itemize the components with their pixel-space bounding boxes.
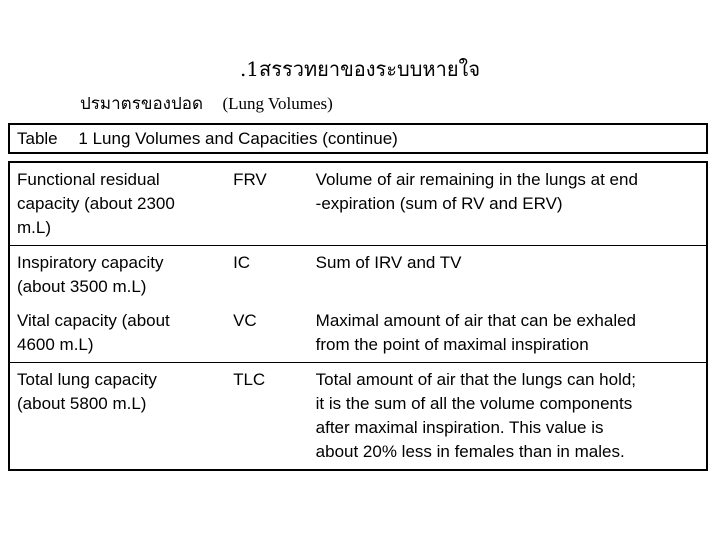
table-caption — [8, 123, 708, 154]
subtitle-english: (Lung Volumes) — [222, 94, 333, 113]
table-caption-prefix: Table — [17, 129, 58, 148]
capacity-description-cell: Volume of air remaining in the lungs at end -expiration (sum of RV and ERV) — [309, 162, 707, 246]
slide-title: .1สรรวทยาของระบบหายใจ — [239, 57, 481, 81]
capacity-description-cell: Total amount of air that the lungs can hold; it is the sum of all the volume components after maximal inspiration. This value is about 20% less in females than in males. — [315, 370, 637, 461]
table-caption-text: Lung Volumes and Capacities (continue) — [92, 129, 398, 148]
capacity-description-cell: Maximal amount of air that can be exhaled from the point of maximal inspiration — [309, 304, 707, 363]
capacity-abbreviation-cell: TLC — [233, 370, 266, 389]
capacity-abbreviation-cell: VC — [226, 304, 309, 363]
subtitle-thai: ปรมาตรของปอด — [80, 94, 204, 114]
capacity-name-cell: Functional residual capacity (about 2300 m.L) — [9, 162, 226, 246]
slide-subtitle — [80, 92, 333, 116]
table-caption-number: 1 — [78, 129, 88, 148]
capacity-name-cell: Total lung capacity (about 5800 m.L) — [17, 370, 157, 413]
table-row — [9, 162, 707, 246]
table-row — [9, 246, 707, 305]
capacity-abbreviation-cell: IC — [233, 253, 251, 272]
capacity-name-cell: Vital capacity (about 4600 m.L) — [9, 304, 226, 363]
capacity-name-cell: Inspiratory capacity (about 3500 m.L) — [17, 253, 164, 296]
capacity-abbreviation-cell: FRV — [226, 162, 309, 246]
capacity-description-cell: Sum of IRV and TV — [315, 253, 462, 272]
table-row — [9, 304, 707, 363]
table-row — [9, 363, 707, 471]
lung-volumes-table — [8, 161, 708, 471]
